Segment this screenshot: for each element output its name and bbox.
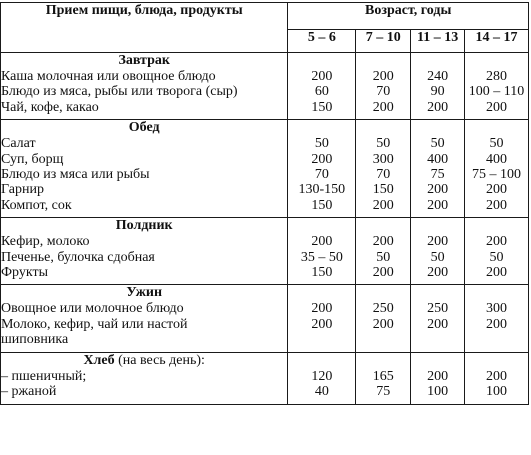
portion-value: 200: [465, 100, 529, 115]
portion-value: 50: [411, 136, 465, 151]
empty-cell: [356, 120, 411, 137]
section-title-row: [1, 120, 529, 137]
spacer-cell: [1, 400, 288, 405]
age-col-14-17: 14 – 17: [465, 30, 529, 53]
portion-value: 280: [465, 69, 529, 84]
portion-value: 70: [288, 167, 356, 182]
portion-value: 50: [356, 250, 411, 265]
food-item-name: Чай, кофе, какао: [1, 100, 288, 115]
portion-value: 90: [411, 84, 465, 99]
portion-value: 200: [288, 317, 356, 332]
portion-value: 40: [288, 384, 356, 399]
portion-value: 300: [356, 152, 411, 167]
portion-value: 150: [288, 198, 356, 213]
portion-value: 120: [288, 369, 356, 384]
portion-value: [356, 332, 411, 347]
portion-value: 200: [411, 182, 465, 197]
portion-value: 250: [411, 301, 465, 316]
portion-value: 200: [411, 198, 465, 213]
portion-value: 75: [411, 167, 465, 182]
section-snack: [1, 218, 529, 285]
portion-value: 200: [288, 69, 356, 84]
portion-value: 200: [465, 198, 529, 213]
portion-value: 250: [356, 301, 411, 316]
portion-value: 200: [465, 234, 529, 249]
portion-value: 50: [465, 136, 529, 151]
empty-cell: [288, 218, 356, 235]
food-item-name: – пшеничный;: [1, 369, 288, 384]
portion-value: 240: [411, 69, 465, 84]
portion-value: 130-150: [288, 182, 356, 197]
table-row: [1, 84, 529, 99]
table-row: [1, 100, 529, 115]
section-title-text: Полдник: [115, 218, 173, 234]
age-col-5-6: 5 – 6: [288, 30, 356, 53]
empty-cell: [411, 352, 465, 369]
section-title-text: Хлеб: [83, 352, 115, 368]
age-col-11-13: 11 – 13: [411, 30, 465, 53]
portion-value: 400: [465, 152, 529, 167]
empty-cell: [288, 53, 356, 70]
portion-value: [465, 332, 529, 347]
table-row: [1, 167, 529, 182]
portion-value: 200: [465, 265, 529, 280]
portion-value: [288, 332, 356, 347]
table-row: [1, 198, 529, 213]
portion-value: 60: [288, 84, 356, 99]
section-bread: [1, 352, 529, 404]
food-item-name: Овощное или молочное блюдо: [1, 301, 288, 316]
section-title-text: Завтрак: [118, 53, 170, 68]
section-title-row: [1, 352, 529, 369]
empty-cell: [465, 53, 529, 70]
food-item-name: Компот, сок: [1, 198, 288, 213]
portion-value: 165: [356, 369, 411, 384]
food-column-header: Прием пищи, блюда, продукты: [1, 3, 288, 53]
table-row: [1, 250, 529, 265]
portion-value: [411, 332, 465, 347]
food-item-name: – ржаной: [1, 384, 288, 399]
empty-cell: [411, 285, 465, 302]
section-lunch: [1, 120, 529, 218]
spacer-cell: [465, 400, 529, 405]
section-title-text: Ужин: [126, 285, 163, 301]
portion-value: 400: [411, 152, 465, 167]
table-row: [1, 265, 529, 280]
portion-value: 200: [411, 317, 465, 332]
portion-value: 200: [411, 265, 465, 280]
portion-value: 200: [356, 265, 411, 280]
portion-value: 35 – 50: [288, 250, 356, 265]
food-item-name: шиповника: [1, 332, 288, 347]
section-breakfast: [1, 53, 529, 120]
section-title-row: [1, 285, 529, 302]
empty-cell: [411, 120, 465, 137]
portion-value: 200: [288, 301, 356, 316]
table-row: [1, 182, 529, 197]
spacer-cell: [411, 400, 465, 405]
spacer-cell: [356, 400, 411, 405]
portion-value: 200: [465, 182, 529, 197]
portion-value: 100: [465, 384, 529, 399]
portion-value: 75: [356, 384, 411, 399]
portion-value: 200: [288, 152, 356, 167]
table-header: [1, 3, 529, 53]
portion-value: 100: [411, 384, 465, 399]
food-item-name: Каша молочная или овощное блюдо: [1, 69, 288, 84]
portion-value: 150: [288, 100, 356, 115]
section-title: [1, 120, 288, 137]
nutrition-norms-table: [0, 2, 529, 405]
table-row: [1, 152, 529, 167]
empty-cell: [356, 218, 411, 235]
header-row-top: [1, 3, 529, 30]
section-title-row: [1, 218, 529, 235]
food-item-name: Фрукты: [1, 265, 288, 280]
portion-value: 200: [288, 234, 356, 249]
food-item-name: Суп, борщ: [1, 152, 288, 167]
portion-value: 200: [356, 234, 411, 249]
portion-value: 200: [465, 317, 529, 332]
portion-value: 300: [465, 301, 529, 316]
section-title: [1, 285, 288, 302]
empty-cell: [288, 285, 356, 302]
empty-cell: [465, 120, 529, 137]
table-row: [1, 317, 529, 332]
portion-value: 50: [465, 250, 529, 265]
age-col-7-10: 7 – 10: [356, 30, 411, 53]
food-item-name: Кефир, молоко: [1, 234, 288, 249]
age-group-header: Возраст, годы: [288, 3, 529, 30]
portion-value: 200: [356, 317, 411, 332]
empty-cell: [288, 120, 356, 137]
empty-cell: [356, 285, 411, 302]
empty-cell: [356, 53, 411, 70]
section-title: [1, 352, 288, 369]
portion-value: 70: [356, 84, 411, 99]
portion-value: 200: [356, 198, 411, 213]
empty-cell: [465, 285, 529, 302]
section-title-note: (на весь день):: [114, 352, 205, 368]
food-item-name: Блюдо из мяса или рыбы: [1, 167, 288, 182]
portion-value: 50: [356, 136, 411, 151]
portion-value: 75 – 100: [465, 167, 529, 182]
table-row: [1, 384, 529, 399]
empty-cell: [411, 218, 465, 235]
section-title: [1, 218, 288, 235]
table-row: [1, 369, 529, 384]
food-item-name: Гарнир: [1, 182, 288, 197]
portion-value: 70: [356, 167, 411, 182]
section-dinner: [1, 285, 529, 352]
portion-value: 100 – 110: [465, 84, 529, 99]
portion-value: 200: [465, 369, 529, 384]
section-title-row: [1, 53, 529, 70]
empty-cell: [356, 352, 411, 369]
section-bottom-spacer: [1, 400, 529, 405]
portion-value: 50: [411, 250, 465, 265]
food-item-name: Молоко, кефир, чай или настой: [1, 317, 288, 332]
food-item-name: Блюдо из мяса, рыбы или творога (сыр): [1, 84, 288, 99]
portion-value: 200: [411, 100, 465, 115]
empty-cell: [411, 53, 465, 70]
empty-cell: [288, 352, 356, 369]
food-item-name: Печенье, булочка сдобная: [1, 250, 288, 265]
portion-value: 200: [411, 234, 465, 249]
portion-value: 200: [356, 100, 411, 115]
portion-value: 200: [411, 369, 465, 384]
spacer-cell: [288, 400, 356, 405]
portion-value: 150: [356, 182, 411, 197]
table-row: [1, 301, 529, 316]
table-row: [1, 332, 529, 347]
table-row: [1, 136, 529, 151]
portion-value: 150: [288, 265, 356, 280]
section-title: [1, 53, 288, 70]
portion-value: 200: [356, 69, 411, 84]
portion-value: 50: [288, 136, 356, 151]
food-item-name: Салат: [1, 136, 288, 151]
section-title-text: Обед: [128, 120, 160, 136]
empty-cell: [465, 352, 529, 369]
table-row: [1, 234, 529, 249]
table-row: [1, 69, 529, 84]
empty-cell: [465, 218, 529, 235]
